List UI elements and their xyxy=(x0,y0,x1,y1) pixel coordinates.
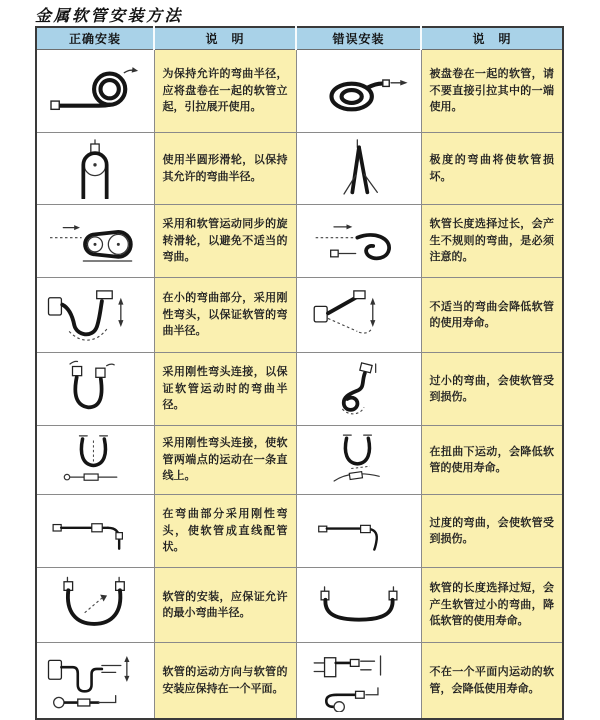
table-header-row xyxy=(36,27,563,50)
out-of-plane-motion-icon xyxy=(304,650,414,712)
rotating-pulleys-icon xyxy=(40,211,150,271)
wrong-illustration-cell xyxy=(296,426,421,495)
wrong-illustration-cell xyxy=(296,278,421,353)
wrong-illustration-cell xyxy=(296,50,421,133)
kinked-hose-icon xyxy=(304,139,414,199)
wrong-note: 过小的弯曲，会使软管受到损伤。 xyxy=(421,353,563,426)
table-row xyxy=(36,353,563,426)
installation-table xyxy=(35,26,564,720)
table-row xyxy=(36,426,563,495)
correct-illustration-cell xyxy=(36,205,154,278)
stretched-short-hose-icon xyxy=(304,574,414,636)
torsion-motion-icon xyxy=(304,432,414,488)
table-row xyxy=(36,278,563,353)
rigid-elbow-u-loop-icon xyxy=(40,284,150,346)
wrong-illustration-cell xyxy=(296,643,421,720)
correct-illustration-cell xyxy=(36,426,154,495)
correct-note: 采用刚性弯头连接，以保证软管运动时的弯曲半径。 xyxy=(154,353,296,426)
correct-illustration-cell xyxy=(36,353,154,426)
header-correct-note: 说 明 xyxy=(154,27,296,50)
table-row xyxy=(36,133,563,205)
wrong-illustration-cell xyxy=(296,205,421,278)
correct-illustration-cell xyxy=(36,278,154,353)
wrong-note: 不在一个平面内运动的软管，会降低使用寿命。 xyxy=(421,643,563,720)
rigid-elbow-connection-icon xyxy=(40,359,150,419)
correct-note: 采用和软管运动同步的旋转滑轮，以避免不适当的弯曲。 xyxy=(154,205,296,278)
header-wrong-install: 错误安装 xyxy=(296,27,421,50)
irregular-loop-icon xyxy=(304,211,414,271)
minimum-bend-radius-icon xyxy=(40,574,150,636)
correct-note: 在弯曲部分采用刚性弯头，使软管成直线配管状。 xyxy=(154,495,296,568)
header-correct-install: 正确安装 xyxy=(36,27,154,50)
single-plane-motion-icon xyxy=(40,650,150,712)
wrong-note: 软管的长度选择过短，会产生软管过小的弯曲，降低软管的使用寿命。 xyxy=(421,568,563,643)
excessive-bend-icon xyxy=(304,502,414,560)
table-row xyxy=(36,643,563,720)
correct-note: 为保持允许的弯曲半径，应将盘卷在一起的软管立起，引拉展开使用。 xyxy=(154,50,296,133)
header-wrong-note: 说 明 xyxy=(421,27,563,50)
table-row xyxy=(36,205,563,278)
correct-note: 软管的安装，应保证允许的最小弯曲半径。 xyxy=(154,568,296,643)
correct-illustration-cell xyxy=(36,568,154,643)
wrong-illustration-cell xyxy=(296,133,421,205)
correct-illustration-cell xyxy=(36,133,154,205)
page-title: 金属软管安装方法 xyxy=(35,8,184,25)
wrong-note: 过度的弯曲，会使软管受到损伤。 xyxy=(421,495,563,568)
table-row xyxy=(36,568,563,643)
table-row xyxy=(36,495,563,568)
correct-illustration-cell xyxy=(36,643,154,720)
too-small-bend-icon xyxy=(304,359,414,419)
coiled-hose-stood-up-icon xyxy=(40,58,150,124)
table-row xyxy=(36,50,563,133)
sharp-bend-icon xyxy=(304,284,414,346)
correct-illustration-cell xyxy=(36,495,154,568)
correct-note: 使用半圆形滑轮，以保持其允许的弯曲半径。 xyxy=(154,133,296,205)
correct-note: 采用刚性弯头连接，使软管两端点的运动在一条直线上。 xyxy=(154,426,296,495)
wrong-note: 不适当的弯曲会降低软管的使用寿命。 xyxy=(421,278,563,353)
hose-over-pulley-icon xyxy=(40,139,150,199)
aligned-endpoints-icon xyxy=(40,432,150,488)
wrong-illustration-cell xyxy=(296,495,421,568)
wrong-note: 被盘卷在一起的软管，请不要直接引拉其中的一端使用。 xyxy=(421,50,563,133)
wrong-note: 软管长度选择过长，会产生不规则的弯曲，是必须注意的。 xyxy=(421,205,563,278)
coiled-hose-pulled-icon xyxy=(304,58,414,124)
straight-run-rigid-elbow-icon xyxy=(40,502,150,560)
wrong-illustration-cell xyxy=(296,353,421,426)
wrong-illustration-cell xyxy=(296,568,421,643)
wrong-note: 在扭曲下运动，会降低软管的使用寿命。 xyxy=(421,426,563,495)
correct-note: 软管的运动方向与软管的安装应保持在一个平面。 xyxy=(154,643,296,720)
correct-note: 在小的弯曲部分，采用刚性弯头，以保证软管的弯曲半径。 xyxy=(154,278,296,353)
wrong-note: 极度的弯曲将使软管损坏。 xyxy=(421,133,563,205)
correct-illustration-cell xyxy=(36,50,154,133)
